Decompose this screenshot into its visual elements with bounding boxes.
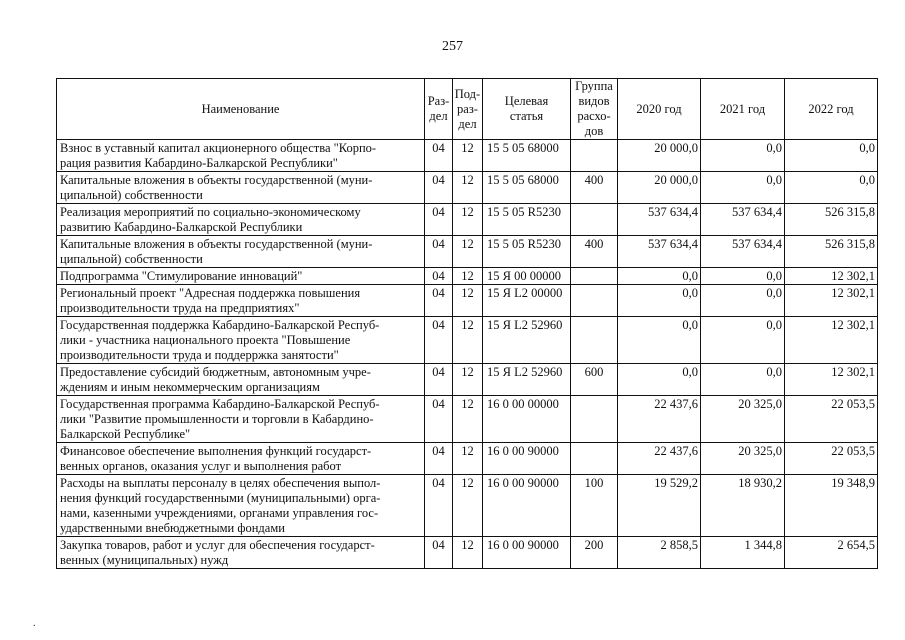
row-name-cell: Закупка товаров, работ и услуг для обеспечения государст- венных (муниципальных) нужд	[57, 537, 425, 569]
row-2022-cell: 12 302,1	[785, 285, 878, 317]
row-section-cell: 04	[425, 475, 453, 537]
row-2021-cell: 0,0	[701, 172, 785, 204]
row-section-cell: 04	[425, 140, 453, 172]
row-target-cell: 15 Я L2 52960	[483, 317, 571, 364]
row-subsection-cell: 12	[453, 364, 483, 396]
table-row	[57, 317, 878, 364]
row-target-cell: 16 0 00 00000	[483, 396, 571, 443]
table-row	[57, 172, 878, 204]
row-target-cell: 15 5 05 R5230	[483, 236, 571, 268]
header-label: Под- раз- дел	[454, 86, 481, 131]
row-group-cell: 100	[571, 475, 618, 537]
row-name-cell: Подпрограмма "Стимулирование инноваций"	[57, 268, 425, 285]
header-name	[57, 79, 425, 140]
stray-mark: .	[33, 618, 36, 629]
row-section-cell: 04	[425, 364, 453, 396]
row-section-cell: 04	[425, 443, 453, 475]
row-2020-cell: 537 634,4	[618, 204, 701, 236]
row-name-cell: Капитальные вложения в объекты государственной (муни- ципальной) собственности	[57, 172, 425, 204]
budget-table	[56, 78, 878, 569]
header-2021	[701, 79, 785, 140]
row-section-cell: 04	[425, 537, 453, 569]
row-group-cell	[571, 285, 618, 317]
row-2020-cell: 0,0	[618, 285, 701, 317]
row-group-cell	[571, 268, 618, 285]
row-2020-cell: 537 634,4	[618, 236, 701, 268]
table-row	[57, 475, 878, 537]
row-2022-cell: 12 302,1	[785, 364, 878, 396]
row-name-cell: Предоставление субсидий бюджетным, автономным учре- ждениям и иным некоммерческим организациям	[57, 364, 425, 396]
header-2020	[618, 79, 701, 140]
header-section	[425, 79, 453, 140]
row-2021-cell: 1 344,8	[701, 537, 785, 569]
table-row	[57, 443, 878, 475]
header-group	[571, 79, 618, 140]
row-2021-cell: 18 930,2	[701, 475, 785, 537]
page-number: 257	[442, 39, 463, 54]
row-2021-cell: 0,0	[701, 364, 785, 396]
row-2020-cell: 22 437,6	[618, 443, 701, 475]
row-target-cell: 15 Я L2 52960	[483, 364, 571, 396]
row-name-cell: Региональный проект "Адресная поддержка повышения производительности труда на предприятиях"	[57, 285, 425, 317]
row-2022-cell: 12 302,1	[785, 317, 878, 364]
row-2021-cell: 20 325,0	[701, 443, 785, 475]
header-label: Группа видов расхо- дов	[575, 79, 613, 138]
row-section-cell: 04	[425, 317, 453, 364]
row-target-cell: 15 5 05 68000	[483, 172, 571, 204]
row-subsection-cell: 12	[453, 204, 483, 236]
row-target-cell: 16 0 00 90000	[483, 475, 571, 537]
row-subsection-cell: 12	[453, 443, 483, 475]
row-section-cell: 04	[425, 172, 453, 204]
table-row	[57, 236, 878, 268]
row-2022-cell: 12 302,1	[785, 268, 878, 285]
row-2021-cell: 0,0	[701, 285, 785, 317]
row-2022-cell: 0,0	[785, 140, 878, 172]
row-group-cell: 400	[571, 236, 618, 268]
header-label: 2021 год	[719, 101, 766, 116]
header-label: 2020 год	[636, 101, 682, 116]
row-name-cell: Капитальные вложения в объекты государственной (муни- ципальной) собственности	[57, 236, 425, 268]
row-section-cell: 04	[425, 396, 453, 443]
row-2020-cell: 0,0	[618, 364, 701, 396]
row-target-cell: 16 0 00 90000	[483, 443, 571, 475]
row-subsection-cell: 12	[453, 268, 483, 285]
row-subsection-cell: 12	[453, 285, 483, 317]
row-2021-cell: 537 634,4	[701, 236, 785, 268]
header-label: 2022 год	[808, 101, 854, 116]
table-row	[57, 396, 878, 443]
row-target-cell: 15 Я L2 00000	[483, 285, 571, 317]
row-subsection-cell: 12	[453, 396, 483, 443]
row-2022-cell: 0,0	[785, 172, 878, 204]
row-name-cell: Финансовое обеспечение выполнения функций государст- венных органов, оказания услуг и выполнения работ	[57, 443, 425, 475]
row-group-cell: 200	[571, 537, 618, 569]
header-label: Наименование	[201, 101, 280, 116]
table-row	[57, 537, 878, 569]
table-row	[57, 268, 878, 285]
row-2020-cell: 19 529,2	[618, 475, 701, 537]
table-row	[57, 204, 878, 236]
row-2020-cell: 0,0	[618, 268, 701, 285]
row-subsection-cell: 12	[453, 172, 483, 204]
table-body	[57, 140, 878, 569]
row-2022-cell: 22 053,5	[785, 443, 878, 475]
row-target-cell: 15 Я 00 00000	[483, 268, 571, 285]
row-name-cell: Государственная поддержка Кабардино-Балкарской Респуб- лики - участника национального проекта "Повышение производительности труда и поддерржка занятости"	[57, 317, 425, 364]
header-2022	[785, 79, 878, 140]
table-header-row	[57, 79, 878, 140]
row-name-cell: Взнос в уставный капитал акционерного общества "Корпо- рация развития Кабардино-Балкарской Республики"	[57, 140, 425, 172]
table-row	[57, 364, 878, 396]
row-2020-cell: 20 000,0	[618, 172, 701, 204]
row-2021-cell: 0,0	[701, 140, 785, 172]
row-section-cell: 04	[425, 285, 453, 317]
row-2022-cell: 2 654,5	[785, 537, 878, 569]
row-section-cell: 04	[425, 268, 453, 285]
row-subsection-cell: 12	[453, 475, 483, 537]
row-target-cell: 15 5 05 R5230	[483, 204, 571, 236]
row-group-cell	[571, 204, 618, 236]
row-name-cell: Государственная программа Кабардино-Балкарской Респуб- лики "Развитие промышленности и торговли в Кабардино- Балкарской Республике"	[57, 396, 425, 443]
row-name-cell: Реализация мероприятий по социально-экономическому развитию Кабардино-Балкарской Республики	[57, 204, 425, 236]
row-2022-cell: 526 315,8	[785, 236, 878, 268]
row-group-cell: 400	[571, 172, 618, 204]
row-section-cell: 04	[425, 236, 453, 268]
row-group-cell	[571, 443, 618, 475]
row-2020-cell: 2 858,5	[618, 537, 701, 569]
row-2020-cell: 22 437,6	[618, 396, 701, 443]
row-subsection-cell: 12	[453, 140, 483, 172]
row-target-cell: 15 5 05 68000	[483, 140, 571, 172]
row-group-cell	[571, 317, 618, 364]
header-subsection	[453, 79, 483, 140]
row-group-cell: 600	[571, 364, 618, 396]
row-2022-cell: 22 053,5	[785, 396, 878, 443]
row-subsection-cell: 12	[453, 317, 483, 364]
row-2022-cell: 19 348,9	[785, 475, 878, 537]
row-2021-cell: 0,0	[701, 268, 785, 285]
row-subsection-cell: 12	[453, 236, 483, 268]
header-label: Целевая статья	[504, 94, 549, 123]
row-2021-cell: 537 634,4	[701, 204, 785, 236]
row-2020-cell: 20 000,0	[618, 140, 701, 172]
header-target	[483, 79, 571, 140]
row-name-cell: Расходы на выплаты персоналу в целях обеспечения выпол- нения функций государственными (муниципальными) орга- нами, казенными учреждениями, органами управления гос- ударственными внебюджетными фондами	[57, 475, 425, 537]
row-subsection-cell: 12	[453, 537, 483, 569]
table-row	[57, 285, 878, 317]
row-2021-cell: 20 325,0	[701, 396, 785, 443]
row-2020-cell: 0,0	[618, 317, 701, 364]
row-section-cell: 04	[425, 204, 453, 236]
row-2022-cell: 526 315,8	[785, 204, 878, 236]
row-group-cell	[571, 396, 618, 443]
row-2021-cell: 0,0	[701, 317, 785, 364]
row-target-cell: 16 0 00 90000	[483, 537, 571, 569]
header-label: Раз- дел	[427, 94, 450, 123]
table-row	[57, 140, 878, 172]
row-group-cell	[571, 140, 618, 172]
